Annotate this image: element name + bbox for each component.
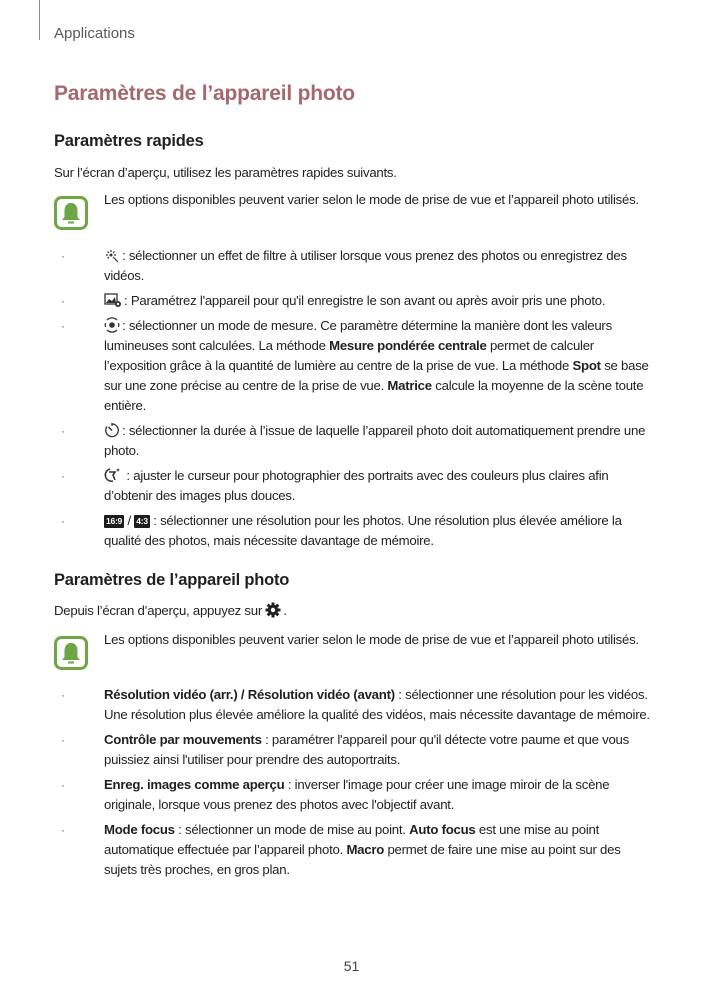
metering-icon <box>104 317 120 333</box>
beauty-face-icon <box>104 467 121 483</box>
bell-note-icon <box>54 196 88 230</box>
list-item: · : Paramétrez l'appareil pour qu'il enregistre le son avant ou après avoir pris une photo. <box>61 293 606 308</box>
list-item: · 16:9 / 4:3 : sélectionner une résolution pour les photos. Une résolution plus élevée améliore la qualité des photos, mais nécessite davantage de mémoire. <box>61 513 622 548</box>
margin-rule <box>39 0 40 40</box>
list-item: · Résolution vidéo (arr.) / Résolution vidéo (avant) : sélectionner une résolution pour les vidéos. Une résolution plus élevée améliore la qualité des vidéos, mais nécessite davantage de mémoire. <box>61 687 650 722</box>
camera-settings-list <box>54 685 654 885</box>
list-item: · : sélectionner un effet de filtre à utiliser lorsque vous prenez des photos ou enregistrez des vidéos. <box>61 248 627 283</box>
list-item: · Mode focus : sélectionner un mode de mise au point. Auto focus est une mise au point automatique effectuée par l’appareil photo. Macro permet de faire une mise au point sur des sujets très proches, en gros plan. <box>61 822 621 877</box>
ratio-16-9-icon: 16:9 <box>106 516 123 526</box>
timer-icon <box>104 422 120 438</box>
quick-settings-list <box>54 246 654 556</box>
note-text: Les options disponibles peuvent varier selon le mode de prise de vue et l’appareil photo utilisés. <box>104 192 639 207</box>
ratio-4-3-icon: 4:3 <box>136 516 148 526</box>
section-label: Applications <box>54 25 135 42</box>
gear-icon <box>265 602 281 618</box>
list-item: · Enreg. images comme aperçu : inverser l'image pour créer une image miroir de la scène originale, lorsque vous prenez des photos avec l'objectif avant. <box>61 777 610 812</box>
page-title: Paramètres de l’appareil photo <box>54 82 355 105</box>
note-text: Les options disponibles peuvent varier selon le mode de prise de vue et l’appareil photo utilisés. <box>104 632 639 647</box>
list-item: · Contrôle par mouvements : paramétrer l'appareil pour qu'il détecte votre paume et que vous puissiez ainsi l'utiliser pour prendre des autoportraits. <box>61 732 629 767</box>
quick-settings-intro: Sur l’écran d’aperçu, utilisez les paramètres rapides suivants. <box>54 165 397 180</box>
list-item: · : ajuster le curseur pour photographier des portraits avec des couleurs plus claires afin d’obtenir des images plus douces. <box>61 468 609 503</box>
camera-settings-heading: Paramètres de l’appareil photo <box>54 571 290 589</box>
list-item: · : sélectionner un mode de mesure. Ce paramètre détermine la manière dont les valeurs lumineuses sont calculées. La méthode Mesure pondérée centrale permet de calculer l’exposition grâce à la quantité de lumière au centre de la prise de vue. La méthode Spot se base sur une zone précise au centre de la prise de vue. Matrice calcule la moyenne de la scène toute entière. <box>61 318 649 413</box>
camera-settings-intro: Depuis l’écran d’aperçu, appuyez sur . <box>54 603 287 618</box>
page-number: 51 <box>343 958 360 974</box>
list-item: · : sélectionner la durée à l’issue de laquelle l’appareil photo doit automatiquement prendre une photo. <box>61 423 646 458</box>
filter-effect-icon <box>104 249 120 263</box>
sound-and-shot-icon <box>104 293 122 308</box>
quick-settings-heading: Paramètres rapides <box>54 132 204 150</box>
bullet: · <box>61 249 65 263</box>
bell-note-icon <box>54 636 88 670</box>
